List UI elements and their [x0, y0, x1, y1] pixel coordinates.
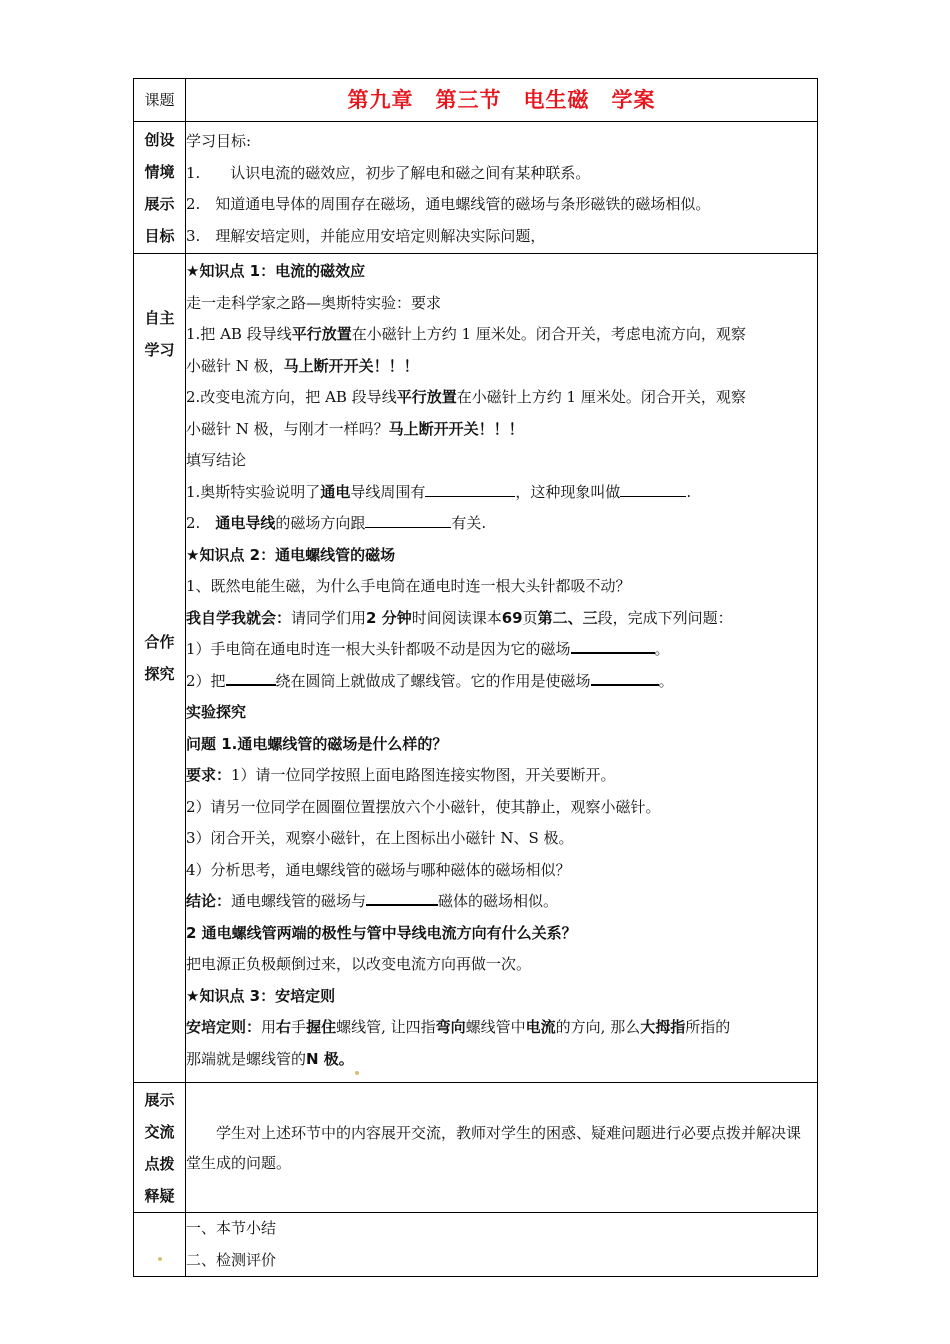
- question-1: 1、既然电能生磁，为什么手电筒在通电时连一根大头针都吸不动？: [186, 577, 631, 595]
- goal-item: 2. 知道通电导体的周围存在磁场，通电螺线管的磁场与条形磁铁的磁场相似。: [186, 195, 711, 213]
- kp3-title: ★知识点 3：安培定则: [186, 986, 336, 1005]
- summary-item: 一、本节小结: [186, 1219, 277, 1237]
- step2-line: 2.改变电流方向，把 AB 段导线平行放置在小磁针上方约 1 厘米处。闭合开关，观察: [186, 388, 746, 406]
- step1-line: 1.把 AB 段导线平行放置在小磁针上方约 1 厘米处。闭合开关，考虑电流方向，观察: [186, 325, 746, 343]
- conclusion-2: 2. 通电导线的磁场方向跟 有关.: [186, 514, 487, 532]
- step1-line: 小磁针 N 极，马上断开开关！！！: [186, 356, 419, 375]
- goals-heading: 学习目标:: [186, 132, 252, 150]
- exchange-label: 展示 交流 点拨 释疑: [134, 1083, 186, 1213]
- fill-blank[interactable]: [425, 482, 515, 497]
- kp2-title: ★知识点 2：通电螺线管的磁场: [186, 545, 396, 564]
- self-study-line: 我自学我就会：请同学们用2 分钟时间阅读课本69页第二、三段，完成下列问题：: [186, 608, 733, 627]
- kp1-intro: 走一走科学家之路—奥斯特实验：要求: [186, 293, 442, 312]
- study-label: 自主 学习 合作 探究: [134, 254, 186, 1083]
- goals-label: 创设 情境 展示 目标: [134, 122, 186, 254]
- requirement-2: 2）请另一位同学在圆圈位置摆放六个小磁针，使其静止，观察小磁针。: [186, 797, 661, 816]
- requirement-4: 4）分析思考，通电螺线管的磁场与哪种磁体的磁场相似？: [186, 860, 571, 879]
- lesson-plan-table: [133, 78, 818, 1277]
- summary-label: [134, 1213, 186, 1277]
- fill-blank[interactable]: [591, 670, 659, 686]
- goal-item: 1. 认识电流的磁效应，初步了解电和磁之间有某种联系。: [186, 163, 591, 182]
- reading-q2: 2）把 绕在圆筒上就做成了螺线管。它的作用是使磁场 。: [186, 671, 674, 690]
- fill-blank[interactable]: [226, 670, 276, 686]
- conclusion-1: 1.奥斯特实验说明了通电导线周围有 ，这种现象叫做 .: [186, 482, 692, 501]
- topic-label: 课题: [134, 79, 186, 122]
- summary-item: 二、检测评价: [186, 1250, 277, 1269]
- requirement-3: 3）闭合开关，观察小磁针，在上图标出小磁针 N、S 极。: [186, 829, 574, 847]
- ampere-rule-line: 安培定则：用右手握住螺线管, 让四指弯向螺线管中电流的方向, 那么大拇指所指的: [186, 1018, 731, 1036]
- requirement-1: 要求：1）请一位同学按照上面电路图连接实物图，开关要断开。: [186, 766, 616, 784]
- fill-blank[interactable]: [366, 890, 438, 906]
- step2-line: 小磁针 N 极，与刚才一样吗？马上断开开关！！！: [186, 419, 524, 438]
- fill-blank[interactable]: [365, 513, 451, 528]
- goal-item: 3. 理解安培定则，并能应用安培定则解决实际问题，: [186, 226, 546, 245]
- fill-blank[interactable]: [571, 638, 655, 654]
- exchange-text: 学生对上述环节中的内容展开交流，教师对学生的困惑、疑难问题进行必要点拨并解决课堂生成的问题。: [186, 1123, 802, 1172]
- ampere-rule-line: 那端就是螺线管的N 极。: [186, 1044, 817, 1076]
- page-title: 第九章 第三节 电生磁 学案: [347, 88, 656, 112]
- experiment-question-1: 问题 1.通电螺线管的磁场是什么样的？: [186, 734, 448, 753]
- experiment-conclusion: 结论：通电螺线管的磁场与 磁体的磁场相似。: [186, 892, 559, 910]
- fill-blank[interactable]: [620, 482, 686, 497]
- experiment-title: 实验探究: [186, 703, 247, 721]
- kp1-title: ★知识点 1：电流的磁效应: [186, 262, 366, 280]
- experiment-question-2-text: 把电源正负极颠倒过来，以改变电流方向再做一次。: [186, 955, 532, 973]
- conclusion-heading: 填写结论: [186, 451, 247, 469]
- experiment-question-2: 2 通电螺线管两端的极性与管中导线电流方向有什么关系？: [186, 923, 577, 942]
- reading-q1: 1）手电筒在通电时连一根大头针都吸不动是因为它的磁场 。: [186, 640, 670, 658]
